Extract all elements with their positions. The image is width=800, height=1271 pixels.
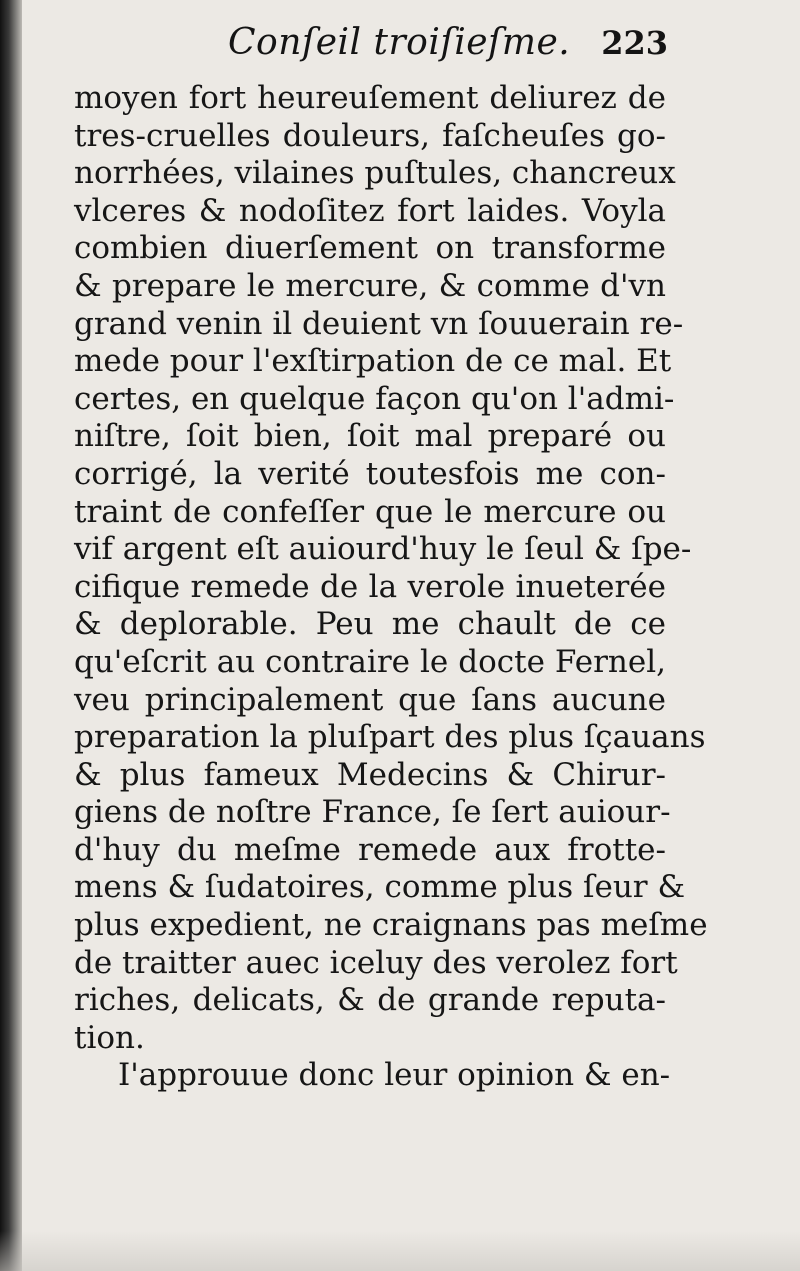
text-line: d'huy du meſme remede aux frotte- bbox=[74, 831, 666, 868]
text-line: niſtre, ſoit bien, ſoit mal preparé ou bbox=[74, 418, 666, 455]
running-title: Conſeil troiſieſme. bbox=[228, 22, 571, 63]
text-line: riches, delicats, & de grande reputa- bbox=[74, 982, 666, 1019]
text-line: & prepare le mercure, & comme d'vn bbox=[74, 267, 666, 304]
text-line: plus expedient, ne craignans pas meſme bbox=[74, 907, 708, 944]
page-number: 223 bbox=[601, 24, 668, 62]
text-line: mede pour l'exſtirpation de ce mal. Et bbox=[74, 343, 672, 380]
text-line: & plus fameux Medecins & Chirur- bbox=[74, 756, 666, 793]
text-line: norrhées, vilaines puſtules, chancreux bbox=[74, 155, 676, 192]
text-line: qu'eſcrit au contraire le docte Fernel, bbox=[74, 643, 666, 680]
page-binding-shadow bbox=[0, 0, 22, 1271]
text-line: corrigé, la verité toutesfois me con- bbox=[74, 455, 666, 492]
text-line: combien diuerſement on transforme bbox=[74, 230, 666, 267]
page-header bbox=[228, 22, 668, 74]
text-line: tres-cruelles douleurs, faſcheuſes go- bbox=[74, 117, 666, 154]
text-line: mens & ſudatoires, comme plus ſeur & bbox=[74, 869, 686, 906]
body-text bbox=[74, 80, 708, 1095]
page-bottom-shadow bbox=[0, 1231, 800, 1271]
text-line: veu principalement que ſans aucune bbox=[74, 681, 666, 718]
text-line: vif argent eſt auiourd'huy le ſeul & ſpe- bbox=[74, 531, 692, 568]
text-line: grand venin il deuient vn ſouuerain re- bbox=[74, 305, 684, 342]
text-line: & deplorable. Peu me chault de ce bbox=[74, 606, 666, 643]
text-line: giens de noſtre France, ſe ſert auiour- bbox=[74, 794, 671, 831]
text-line-paragraph-end: tion. bbox=[74, 1019, 145, 1056]
text-line: de traitter auec iceluy des verolez fort bbox=[74, 944, 678, 981]
text-line: cifique remede de la verole inueterée bbox=[74, 568, 666, 605]
text-line: preparation la pluſpart des plus ſçauans bbox=[74, 719, 706, 756]
text-line: certes, en quelque façon qu'on l'admi- bbox=[74, 380, 675, 417]
text-line: moyen fort heureuſement deliurez de bbox=[74, 80, 666, 116]
text-line-paragraph-start: I'approuue donc leur opinion & en- bbox=[118, 1057, 671, 1094]
text-line: vlceres & nodoſitez fort laides. Voyla bbox=[74, 192, 666, 229]
text-line: traint de confeſſer que le mercure ou bbox=[74, 493, 666, 530]
